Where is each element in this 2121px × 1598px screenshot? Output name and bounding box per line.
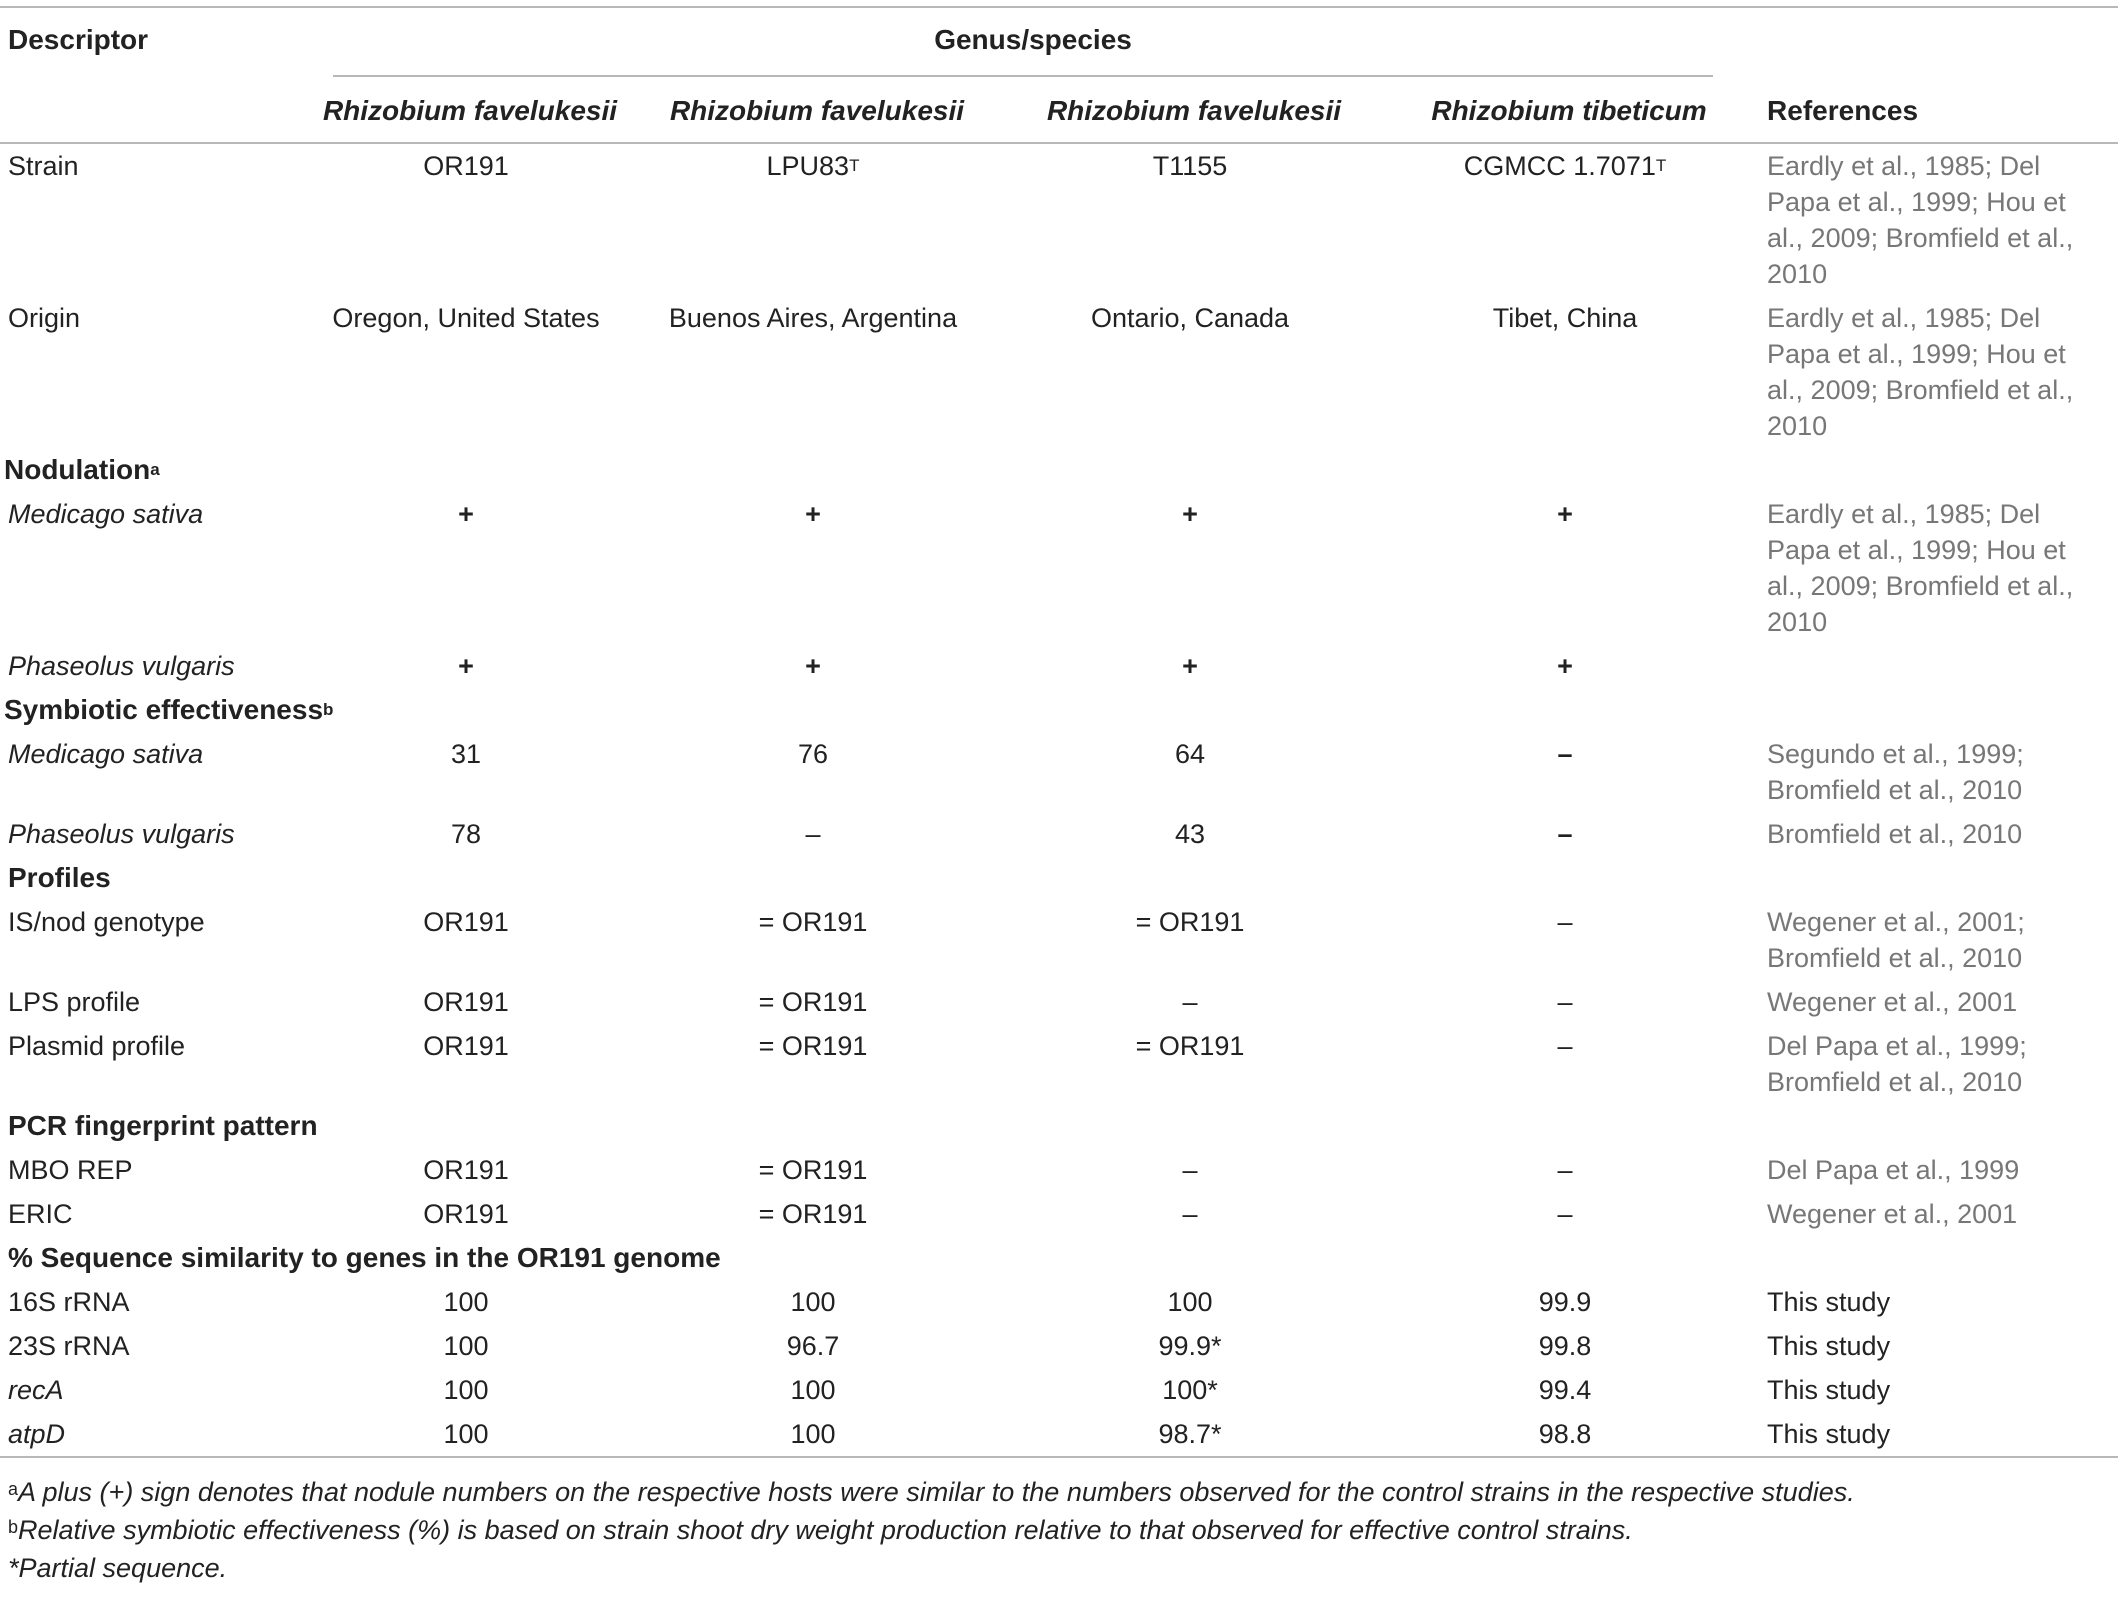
cell: –: [1182, 987, 1198, 1017]
row-label: recA: [8, 1375, 64, 1405]
cell: Oregon, United States: [332, 303, 600, 333]
row-label: Phaseolus vulgaris: [8, 651, 235, 681]
reference-cell: Wegener et al., 2001; Bromfield et al., 2010: [1767, 907, 2025, 973]
header-row-2: [0, 82, 2118, 143]
reference-cell: Eardly et al., 1985; Del Papa et al., 1999; Hou et al., 2009; Bromfield et al., 2010: [1767, 303, 2074, 441]
row-label: IS/nod genotype: [8, 907, 205, 937]
table-row: [0, 812, 2118, 856]
genus-species-rule: [333, 75, 1713, 77]
section-label: Nodulation: [4, 454, 151, 485]
reference-cell: Eardly et al., 1985; Del Papa et al., 1999; Hou et al., 2009; Bromfield et al., 2010: [1767, 499, 2074, 637]
cell: –: [805, 819, 821, 849]
table-row: [0, 900, 2118, 980]
cell: +: [805, 651, 821, 681]
row-label: atpD: [0, 1412, 307, 1457]
cell: +: [1557, 499, 1573, 529]
table-row: [0, 980, 2118, 1024]
cell: [1379, 143, 1751, 296]
cell: 76: [797, 739, 829, 769]
cell: [625, 143, 1001, 296]
table-row: [0, 1324, 2118, 1368]
cell: = OR191: [1135, 907, 1245, 937]
section-heading: [0, 448, 2118, 492]
reference-cell: Eardly et al., 1985; Del Papa et al., 1999; Hou et al., 2009; Bromfield et al., 2010: [1767, 151, 2074, 289]
species-header: Rhizobium favelukesii: [1001, 82, 1379, 143]
row-label: Phaseolus vulgaris: [8, 819, 235, 849]
type-strain-mark: T: [1655, 156, 1667, 175]
cell: 43: [1174, 819, 1206, 849]
table-row: [0, 644, 2118, 688]
cell: 100: [443, 1331, 489, 1361]
empty-header: [1751, 7, 2118, 82]
genus-species-label: Genus/species: [934, 24, 1132, 55]
species-header: Rhizobium tibeticum: [1379, 82, 1751, 143]
section-row: [0, 448, 2118, 492]
reference-cell: Wegener et al., 2001: [1767, 987, 2018, 1017]
cell: +: [805, 499, 821, 529]
reference-cell: This study: [1767, 1375, 1891, 1405]
section-row: [0, 688, 2118, 732]
row-label: MBO REP: [8, 1155, 133, 1185]
cell: –: [1557, 1155, 1573, 1185]
table-row: [0, 1148, 2118, 1192]
cell: –: [1557, 1031, 1573, 1061]
reference-cell: Del Papa et al., 1999; Bromfield et al., 2010: [1767, 1031, 2027, 1097]
cell: 96.7: [786, 1331, 840, 1361]
table-row: [0, 732, 2118, 812]
cell: = OR191: [758, 987, 868, 1017]
cell: 78: [450, 819, 482, 849]
table-row: [0, 296, 2118, 448]
cell: 100: [307, 1412, 625, 1457]
section-heading: Profiles: [8, 862, 111, 893]
header-row-1: [0, 7, 2118, 82]
cell: = OR191: [758, 907, 868, 937]
cell: = OR191: [758, 1155, 868, 1185]
section-row: [0, 1104, 2118, 1148]
type-strain-mark: T: [849, 156, 860, 175]
table-row: [0, 1280, 2118, 1324]
cell: 100*: [1162, 1375, 1218, 1405]
footnote-text: A plus (+) sign denotes that nodule numbers on the respective hosts were similar to the numbers observed for the control strains in the respective studies.: [18, 1477, 1855, 1507]
row-label: Origin: [8, 303, 81, 333]
cell: = OR191: [1135, 1031, 1245, 1061]
cell: OR191: [423, 987, 509, 1017]
section-heading: [0, 688, 2118, 732]
reference-cell: [1751, 644, 2118, 688]
row-label: 16S rRNA: [8, 1287, 130, 1317]
row-label: Strain: [8, 151, 79, 181]
cell: +: [458, 651, 474, 681]
cell: OR191: [423, 151, 509, 181]
table-row: [0, 1368, 2118, 1412]
cell: Ontario, Canada: [1090, 303, 1290, 333]
reference-cell: This study: [1767, 1331, 1891, 1361]
section-row: [0, 1236, 2118, 1280]
species-header: Rhizobium favelukesii: [307, 82, 625, 143]
cell: +: [1182, 651, 1198, 681]
section-heading: % Sequence similarity to genes in the OR191 genome: [8, 1242, 721, 1273]
table-row: [0, 143, 2118, 296]
footnote-text: Relative symbiotic effectiveness (%) is based on strain shoot dry weight production relative to that observed for effective control strains.: [18, 1515, 1633, 1545]
cell: –: [1182, 1199, 1198, 1229]
row-label: Medicago sativa: [8, 499, 204, 529]
descriptor-header: Descriptor: [0, 7, 307, 82]
reference-cell: Bromfield et al., 2010: [1767, 819, 2023, 849]
row-label: 23S rRNA: [8, 1331, 130, 1361]
row-label: Medicago sativa: [8, 739, 204, 769]
cell: +: [1557, 651, 1573, 681]
reference-cell: Del Papa et al., 1999: [1767, 1155, 2020, 1185]
reference-cell: This study: [1751, 1412, 2118, 1457]
cell: OR191: [423, 1199, 509, 1229]
footnote-b: [8, 1511, 1855, 1549]
cell: –: [1557, 907, 1573, 937]
references-header: References: [1751, 82, 2118, 143]
table-row: [0, 1024, 2118, 1104]
cell: 100: [443, 1287, 489, 1317]
cell: = OR191: [758, 1199, 868, 1229]
cell: OR191: [423, 1031, 509, 1061]
footnote-mark: b: [323, 700, 334, 719]
cell: 100: [790, 1375, 836, 1405]
row-label: LPS profile: [8, 987, 141, 1017]
footnote-mark: b: [8, 1517, 19, 1537]
table-row: [0, 492, 2118, 644]
section-heading: PCR fingerprint pattern: [8, 1110, 318, 1141]
reference-cell: Wegener et al., 2001: [1767, 1199, 2018, 1229]
cell: = OR191: [758, 1031, 868, 1061]
cell: 99.4: [1538, 1375, 1592, 1405]
footnotes: [8, 1473, 1855, 1587]
cell: –: [1557, 739, 1573, 769]
cell: 100: [790, 1287, 836, 1317]
cell: –: [1557, 1199, 1573, 1229]
reference-cell: Segundo et al., 1999; Bromfield et al., 2010: [1767, 739, 2024, 805]
footnote-star: *Partial sequence.: [8, 1553, 228, 1583]
cell: 98.7*: [1001, 1412, 1379, 1457]
cell: 99.9*: [1158, 1331, 1222, 1361]
cell: –: [1557, 987, 1573, 1017]
table-row: [0, 1412, 2118, 1457]
cell: 31: [450, 739, 482, 769]
cell: 64: [1174, 739, 1206, 769]
cell: OR191: [423, 1155, 509, 1185]
reference-cell: This study: [1767, 1287, 1891, 1317]
species-header: Rhizobium favelukesii: [625, 82, 1001, 143]
cell: –: [1182, 1155, 1198, 1185]
footnote-mark: a: [8, 1479, 19, 1499]
genus-species-header: [307, 7, 1751, 82]
cell: 99.8: [1538, 1331, 1592, 1361]
cell-text: LPU83: [766, 151, 850, 181]
cell: 100: [443, 1375, 489, 1405]
footnote-a: [8, 1473, 1855, 1511]
cell: 100: [1167, 1287, 1213, 1317]
cell: –: [1557, 819, 1573, 849]
cell: Tibet, China: [1492, 303, 1638, 333]
row-label: ERIC: [8, 1199, 73, 1229]
cell: +: [458, 499, 474, 529]
footnote-mark: a: [150, 460, 160, 479]
row-label: Plasmid profile: [8, 1031, 186, 1061]
cell: 99.9: [1538, 1287, 1592, 1317]
table-row: [0, 1192, 2118, 1236]
empty-descriptor-header: [0, 82, 307, 143]
section-label: Symbiotic effectiveness: [4, 694, 324, 725]
cell-text: CGMCC 1.7071: [1463, 151, 1656, 181]
cell: OR191: [423, 907, 509, 937]
strain-comparison-table: [0, 6, 2118, 1458]
cell: +: [1182, 499, 1198, 529]
cell: 98.8: [1379, 1412, 1751, 1457]
cell: T1155: [1152, 151, 1228, 181]
cell: Buenos Aires, Argentina: [668, 303, 958, 333]
section-row: [0, 856, 2118, 900]
cell: 100: [625, 1412, 1001, 1457]
